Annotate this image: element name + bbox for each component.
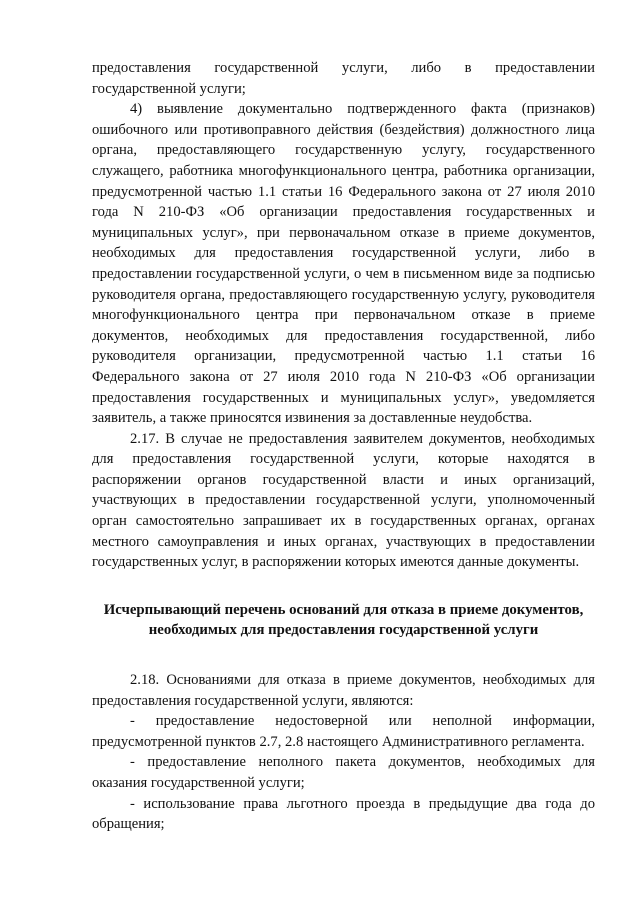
list-item-unreliable-info: - предоставление недостоверной или неполной информации, предусмотренной пунктов 2.7, 2.8 настоящего Административного регламента.	[92, 713, 595, 750]
section-heading-line-1: Исчерпывающий перечень оснований для отказа в приеме документов,	[103, 601, 584, 618]
paragraph-2-18: 2.18. Основаниями для отказа в приеме документов, необходимых для предоставления государственной услуги, являются:	[92, 672, 595, 709]
paragraph-continuation: предоставления государственной услуги, либо в предоставлении государственной услуги;	[92, 60, 595, 97]
section-heading	[92, 600, 595, 641]
document-page	[92, 58, 595, 835]
list-item-incomplete-package: - предоставление неполного пакета документов, необходимых для оказания государственной услуги;	[92, 754, 595, 791]
paragraph-2-17: 2.17. В случае не предоставления заявителем документов, необходимых для предоставления государственной услуги, которые находятся в распоряжении органов государственной власти и иных организаций, участвующих в предоставлении государственной услуги, уполномоченный орган самостоятельно запрашивает их в государственных органах, органах местного самоуправления и иных органах, участвующих в предоставлении государственных услуг, в распоряжении которых имеются данные документы.	[92, 430, 595, 571]
paragraph-item-4: 4) выявление документально подтвержденного факта (признаков) ошибочного или противоправного действия (бездействия) должностного лица органа, предоставляющего государственную услугу, государственного служащего, работника многофункционального центра, работника организации, предусмотренной частью 1.1 статьи 16 Федерального закона от 27 июля 2010 года N 210-ФЗ «Об организации предоставления государственных и муниципальных услуг», при первоначальном отказе в приеме документов, необходимых для предоставления государственной услуги, либо в предоставлении государственной услуги, о чем в письменном виде за подписью руководителя органа, предоставляющего государственную услугу, руководителя многофункционального центра при первоначальном отказе в приеме документов, необходимых для предоставления государственной, либо руководителя организации, предусмотренной частью 1.1 статьи 16 Федерального закона от 27 июля 2010 года N 210-ФЗ «Об организации предоставления государственных и муниципальных услуг», уведомляется заявитель, а также приносятся извинения за доставленные неудобства.	[92, 101, 595, 427]
section-heading-line-2: необходимых для предоставления государственной услуги	[148, 622, 539, 639]
list-item-preferential-travel: - использование права льготного проезда в предыдущие два года до обращения;	[92, 795, 595, 833]
